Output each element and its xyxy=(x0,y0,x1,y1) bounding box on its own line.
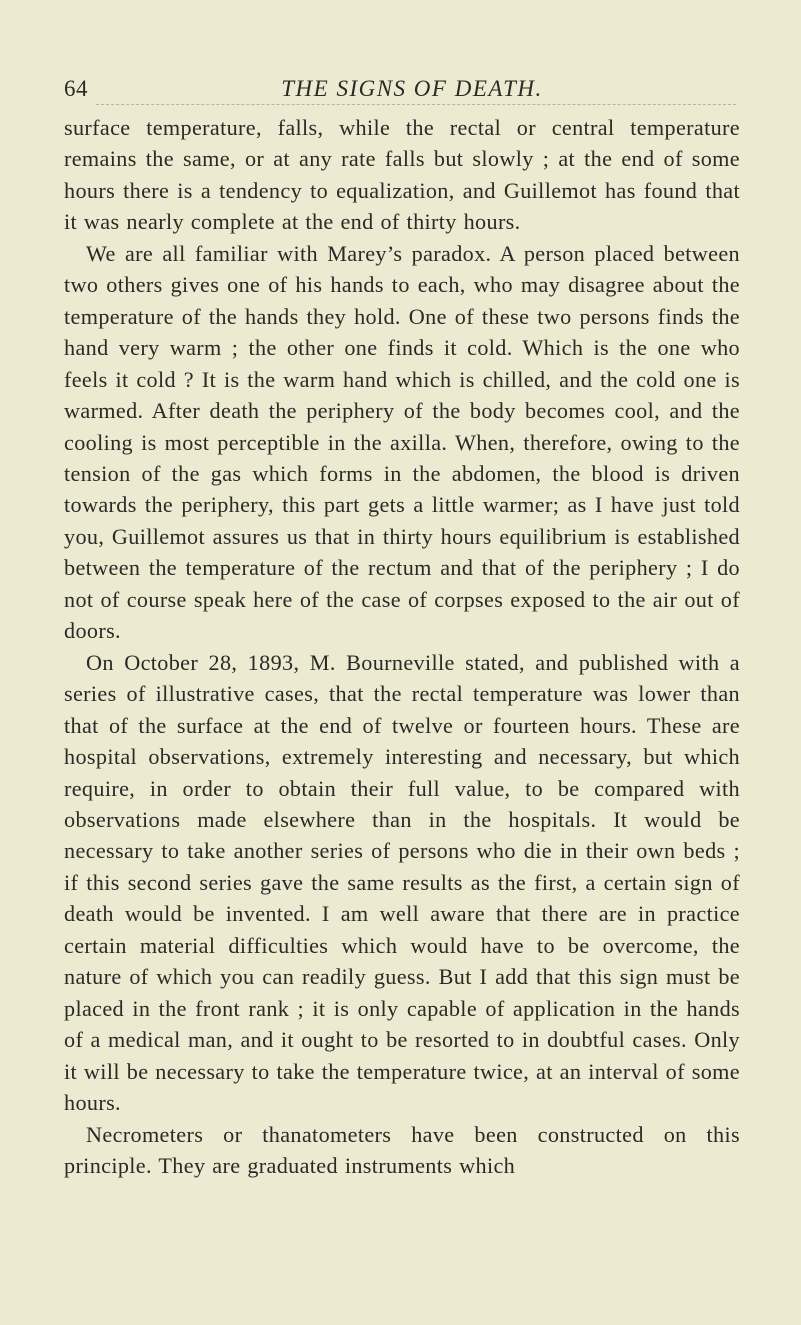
paragraph-mareys-paradox: We are all familiar with Marey’s paradox. A person placed between two others gives one of his hands to each, who may disagree about the temperature of the hands they hold. One of these two persons finds the hand very warm ; the other one finds it cold. Which is the one who feels it cold ? It is the warm hand which is chilled, and the cold one is warmed. After death the periphery of the body becomes cool, and the cooling is most perceptible in the axilla. When, therefore, owing to the tension of the gas which forms in the abdomen, the blood is driven towards the periphery, this part gets a little warmer; as I have just told you, Guillemot assures us that in thirty hours equilibrium is established between the temperature of the rectum and that of the periphery ; I do not of course speak here of the case of corpses exposed to the air out of doors. xyxy=(64,240,740,644)
paragraph-continuation: surface temperature, falls, while the rectal or central temperature remains the same, or at any rate falls but slowly ; at the end of some hours there is a tendency to equalization, and Guillemot has found that it was nearly complete at the end of thirty hours. xyxy=(64,115,740,235)
running-head xyxy=(64,66,740,106)
header-rule xyxy=(96,104,736,105)
running-title: THE SIGNS OF DEATH. xyxy=(281,76,543,101)
paragraph-bourneville: On October 28, 1893, M. Bourneville stated, and published with a series of illustrative cases, that the rectal temperature was lower than that of the surface at the end of twelve or fourteen hours. These are hospital observations, extremely interesting and necessary, but which require, in order to obtain their full value, to be compared with observations made elsewhere than in the hospitals. It would be necessary to take another series of persons who die in their own beds ; if this second series gave the same results as the first, a certain sign of death would be invented. I am well aware that there are in practice certain material difficulties which would have to be overcome, the nature of which you can readily guess. But I add that this sign must be placed in the front rank ; it is only capable of application in the hands of a medical man, and it ought to be resorted to in doubtful cases. Only it will be necessary to take the temperature twice, at an interval of some hours. xyxy=(64,649,740,1116)
body-text xyxy=(64,112,740,1181)
paragraph-necrometers: Necrometers or thanatometers have been constructed on this principle. They are graduated instruments which xyxy=(64,1121,740,1178)
page-number: 64 xyxy=(64,76,88,101)
